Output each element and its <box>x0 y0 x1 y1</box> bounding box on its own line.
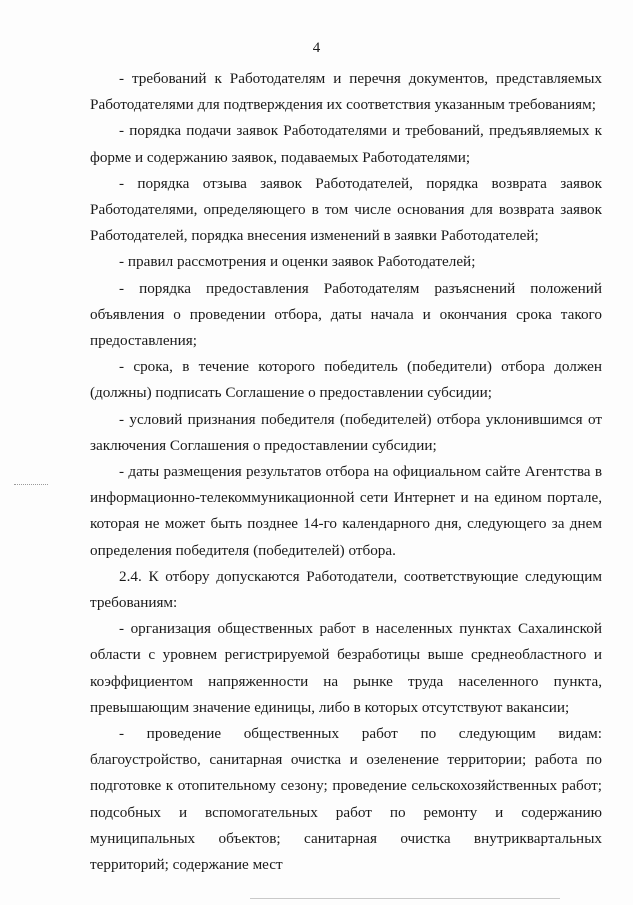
paragraph-review-rules: - правил рассмотрения и оценки заявок Работодателей; <box>119 253 476 271</box>
paragraph-public-works-organization: - организация общественных работ в населенных пунктах Сахалинской области с уровнем регистрируемой безработицы выше среднеобластного и коэффициентом напряженности на рынке труда населенного пункта, превышающим значение единицы, либо в которых отсутствуют вакансии; <box>90 620 602 716</box>
paragraph-clarifications: - порядка предоставления Работодателям разъяснений положений объявления о проведении отбора, даты начала и окончания срока такого предоставления; <box>90 279 602 350</box>
paragraph-withdrawal-procedure: - порядка отзыва заявок Работодателей, порядка возврата заявок Работодателями, определяющего в том числе основания для возврата заявок Работодателей, порядка внесения изменений в заявки Работодателей; <box>90 174 602 245</box>
scan-artifact-mark <box>14 484 48 487</box>
paragraph-public-works-types: - проведение общественных работ по следующим видам: благоустройство, санитарная очистка и озеленение территории; работа по подготовке к отопительному сезону; проведение сельскохозяйственных работ; подсобных и вспомогательных работ по ремонту и содержанию муниципальных объектов; санитарная очистка внутриквартальных территорий; содержание мест <box>90 725 602 874</box>
paragraph-evasion-conditions: - условий признания победителя (победителей) отбора уклонившимся от заключения Соглашения о предоставлении субсидии; <box>90 410 602 454</box>
paragraph-application-procedure: - порядка подачи заявок Работодателями и требований, предъявляемых к форме и содержанию заявок, подаваемых Работодателями; <box>90 122 602 166</box>
paragraph-section-2-4: 2.4. К отбору допускаются Работодатели, соответствующие следующим требованиям: <box>90 567 602 612</box>
scan-artifact-line <box>250 898 560 899</box>
paragraph-requirements: - требований к Работодателям и перечня документов, представляемых Работодателями для подтверждения их соответствия указанным требованиям; <box>90 70 602 114</box>
paragraph-results-publication: - даты размещения результатов отбора на официальном сайте Агентства в информационно-телекоммуникационной сети Интернет и на едином портале, которая не может быть позднее 14-го календарного дня, следующего за днем определения победителя (победителей) отбора. <box>90 463 602 559</box>
page-number: 4 <box>312 40 321 56</box>
document-body <box>90 66 602 878</box>
paragraph-signing-deadline: - срока, в течение которого победитель (победители) отбора должен (должны) подписать Соглашение о предоставлении субсидии; <box>90 358 602 402</box>
